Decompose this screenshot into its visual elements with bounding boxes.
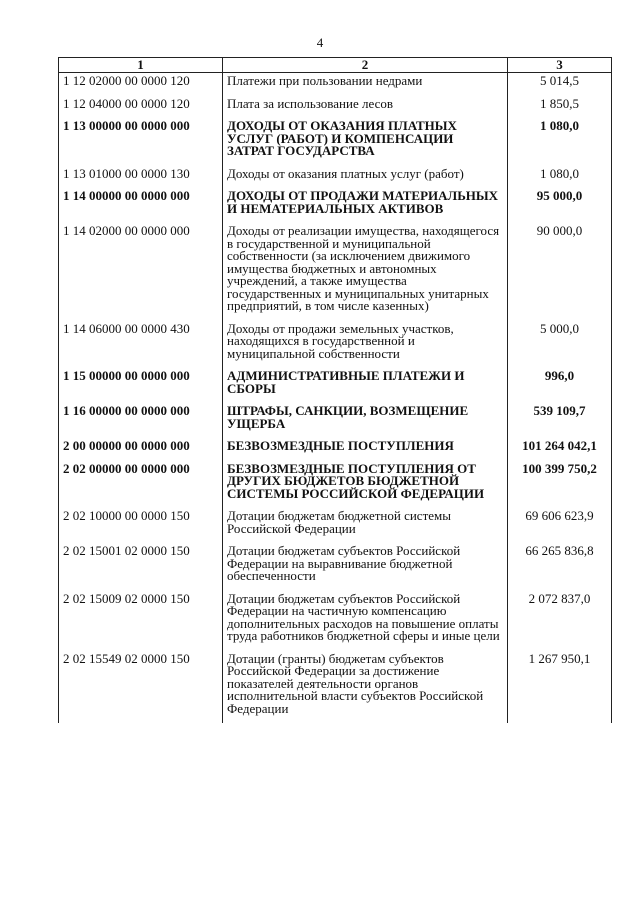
table-row — [59, 651, 612, 724]
row-code: 1 16 00000 00 0000 000 — [59, 403, 223, 438]
row-amount: 101 264 042,1 — [508, 438, 612, 461]
row-name: Дотации бюджетам бюджетной системы Российской Федерации — [223, 508, 508, 543]
row-amount: 95 000,0 — [508, 188, 612, 223]
row-amount: 90 000,0 — [508, 223, 612, 321]
table-row — [59, 508, 612, 543]
table-row — [59, 166, 612, 189]
table-row — [59, 543, 612, 591]
row-amount: 100 399 750,2 — [508, 461, 612, 509]
row-code: 1 14 02000 00 0000 000 — [59, 223, 223, 321]
row-amount: 1 267 950,1 — [508, 651, 612, 724]
column-header-3: 3 — [508, 58, 612, 73]
row-amount: 1 080,0 — [508, 118, 612, 166]
row-name: Доходы от оказания платных услуг (работ) — [223, 166, 508, 189]
table-row — [59, 96, 612, 119]
table-row — [59, 591, 612, 651]
page-number: 4 — [316, 35, 324, 50]
row-name: БЕЗВОЗМЕЗДНЫЕ ПОСТУПЛЕНИЯ ОТ ДРУГИХ БЮДЖЕТОВ БЮДЖЕТНОЙ СИСТЕМЫ РОССИЙСКОЙ ФЕДЕРАЦИИ — [223, 461, 508, 509]
row-amount: 66 265 836,8 — [508, 543, 612, 591]
table-body — [59, 73, 612, 724]
row-name: Доходы от реализации имущества, находящегося в государственной и муниципальной собственности (за исключением движимого имущества бюджетных и автономных учреждений, а также имущества государственных и муниципальных унитарных предприятий, в том числе казенных) — [223, 223, 508, 321]
row-name: АДМИНИСТРАТИВНЫЕ ПЛАТЕЖИ И СБОРЫ — [223, 368, 508, 403]
row-amount: 996,0 — [508, 368, 612, 403]
row-name: Доходы от продажи земельных участков, находящихся в государственной и муниципальной собственности — [223, 321, 508, 369]
row-code: 2 00 00000 00 0000 000 — [59, 438, 223, 461]
table-header — [59, 58, 612, 73]
row-name: БЕЗВОЗМЕЗДНЫЕ ПОСТУПЛЕНИЯ — [223, 438, 508, 461]
row-amount: 69 606 623,9 — [508, 508, 612, 543]
row-amount: 1 080,0 — [508, 166, 612, 189]
row-name: Дотации бюджетам субъектов Российской Федерации на частичную компенсацию дополнительных расходов на повышение оплаты труда работников бюджетной сферы и иные цели — [223, 591, 508, 651]
table-row — [59, 403, 612, 438]
row-name: Плата за использование лесов — [223, 96, 508, 119]
row-code: 1 13 01000 00 0000 130 — [59, 166, 223, 189]
row-code: 1 13 00000 00 0000 000 — [59, 118, 223, 166]
row-name: ДОХОДЫ ОТ ОКАЗАНИЯ ПЛАТНЫХ УСЛУГ (РАБОТ) И КОМПЕНСАЦИИ ЗАТРАТ ГОСУДАРСТВА — [223, 118, 508, 166]
row-code: 1 15 00000 00 0000 000 — [59, 368, 223, 403]
row-code: 2 02 15549 02 0000 150 — [59, 651, 223, 724]
row-code: 2 02 10000 00 0000 150 — [59, 508, 223, 543]
column-header-1: 1 — [59, 58, 223, 73]
revenue-table — [58, 57, 612, 723]
row-amount: 2 072 837,0 — [508, 591, 612, 651]
row-name: ДОХОДЫ ОТ ПРОДАЖИ МАТЕРИАЛЬНЫХ И НЕМАТЕРИАЛЬНЫХ АКТИВОВ — [223, 188, 508, 223]
row-code: 1 14 00000 00 0000 000 — [59, 188, 223, 223]
row-amount: 539 109,7 — [508, 403, 612, 438]
table-row — [59, 368, 612, 403]
table-row — [59, 188, 612, 223]
row-code: 1 12 02000 00 0000 120 — [59, 73, 223, 96]
row-code: 1 12 04000 00 0000 120 — [59, 96, 223, 119]
table-row — [59, 73, 612, 96]
row-code: 2 02 15009 02 0000 150 — [59, 591, 223, 651]
table-row — [59, 321, 612, 369]
column-header-2: 2 — [223, 58, 508, 73]
table-row — [59, 438, 612, 461]
row-name: Дотации (гранты) бюджетам субъектов Российской Федерации за достижение показателей деятельности органов исполнительной власти субъектов Российской Федерации — [223, 651, 508, 724]
table-row — [59, 118, 612, 166]
table-row — [59, 461, 612, 509]
row-code: 1 14 06000 00 0000 430 — [59, 321, 223, 369]
row-name: Дотации бюджетам субъектов Российской Федерации на выравнивание бюджетной обеспеченности — [223, 543, 508, 591]
row-amount: 1 850,5 — [508, 96, 612, 119]
row-code: 2 02 00000 00 0000 000 — [59, 461, 223, 509]
row-amount: 5 014,5 — [508, 73, 612, 96]
row-code: 2 02 15001 02 0000 150 — [59, 543, 223, 591]
row-name: ШТРАФЫ, САНКЦИИ, ВОЗМЕЩЕНИЕ УЩЕРБА — [223, 403, 508, 438]
row-amount: 5 000,0 — [508, 321, 612, 369]
table-row — [59, 223, 612, 321]
row-name: Платежи при пользовании недрами — [223, 73, 508, 96]
